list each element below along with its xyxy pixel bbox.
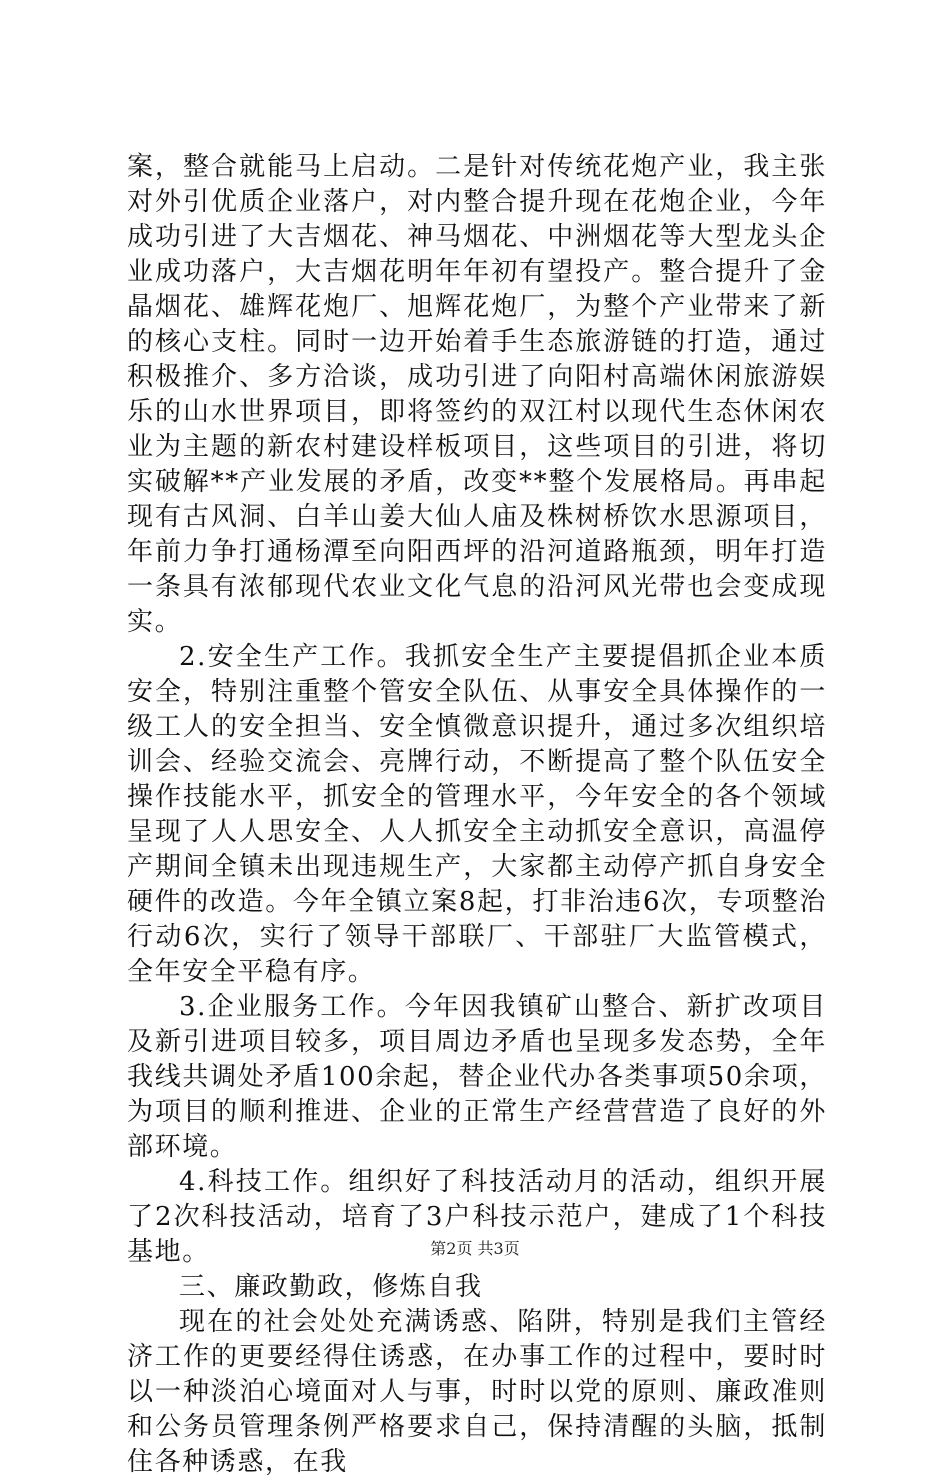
page-number: 第2页 共3页 — [430, 1239, 520, 1258]
document-body — [127, 150, 827, 1480]
paragraph-continuation: 案，整合就能马上启动。二是针对传统花炮产业，我主张对外引优质企业落户，对内整合提升现在花炮企业，今年成功引进了大吉烟花、神马烟花、中洲烟花等大型龙头企业成功落户，大吉烟花明年年初有望投产。整合提升了金晶烟花、雄辉花炮厂、旭辉花炮厂，为整个产业带来了新的核心支柱。同时一边开始着手生态旅游链的打造，通过积极推介、多方洽谈，成功引进了向阳村高端休闲旅游娱乐的山水世界项目，即将签约的双江村以现代生态休闲农业为主题的新农村建设样板项目，这些项目的引进，将切实破解**产业发展的矛盾，改变**整个发展格局。再串起现有古风洞、白羊山姜大仙人庙及株树桥饮水思源项目，年前力争打通杨潭至向阳西坪的沿河道路瓶颈，明年打造一条具有浓郁现代农业文化气息的沿河风光带也会变成现实。 — [127, 152, 827, 637]
paragraph-technology-work: 4.科技工作。组织好了科技活动月的活动，组织开展了2次科技活动，培育了3户科技示范户，建成了1个科技基地。 — [127, 1167, 827, 1267]
page-footer — [0, 1239, 950, 1259]
paragraph-safety-production: 2.安全生产工作。我抓安全生产主要提倡抓企业本质安全，特别注重整个管安全队伍、从事安全具体操作的一级工人的安全担当、安全慎微意识提升，通过多次组织培训会、经验交流会、亮牌行动，不断提高了整个队伍安全操作技能水平，抓安全的管理水平，今年安全的各个领域呈现了人人思安全、人人抓安全主动抓安全意识，高温停产期间全镇未出现违规生产，大家都主动停产抓自身安全硬件的改造。今年全镇立案8起，打非治违6次，专项整治行动6次，实行了领导干部联厂、干部驻厂大监管模式，全年安全平稳有序。 — [127, 642, 827, 987]
section-heading-integrity: 三、廉政勤政，修炼自我 — [179, 1272, 483, 1302]
paragraph-enterprise-service: 3.企业服务工作。今年因我镇矿山整合、新扩改项目及新引进项目较多，项目周边矛盾也呈现多发态势，全年我线共调处矛盾100余起，替企业代办各类事项50余项，为项目的顺利推进、企业的正常生产经营营造了良好的外部环境。 — [127, 992, 827, 1162]
paragraph-integrity: 现在的社会处处充满诱惑、陷阱，特别是我们主管经济工作的更要经得住诱惑，在办事工作的过程中，要时时以一种淡泊心境面对人与事，时时以党的原则、廉政准则和公务员管理条例严格要求自己，保持清醒的头脑，抵制住各种诱惑，在我 — [127, 1307, 827, 1477]
